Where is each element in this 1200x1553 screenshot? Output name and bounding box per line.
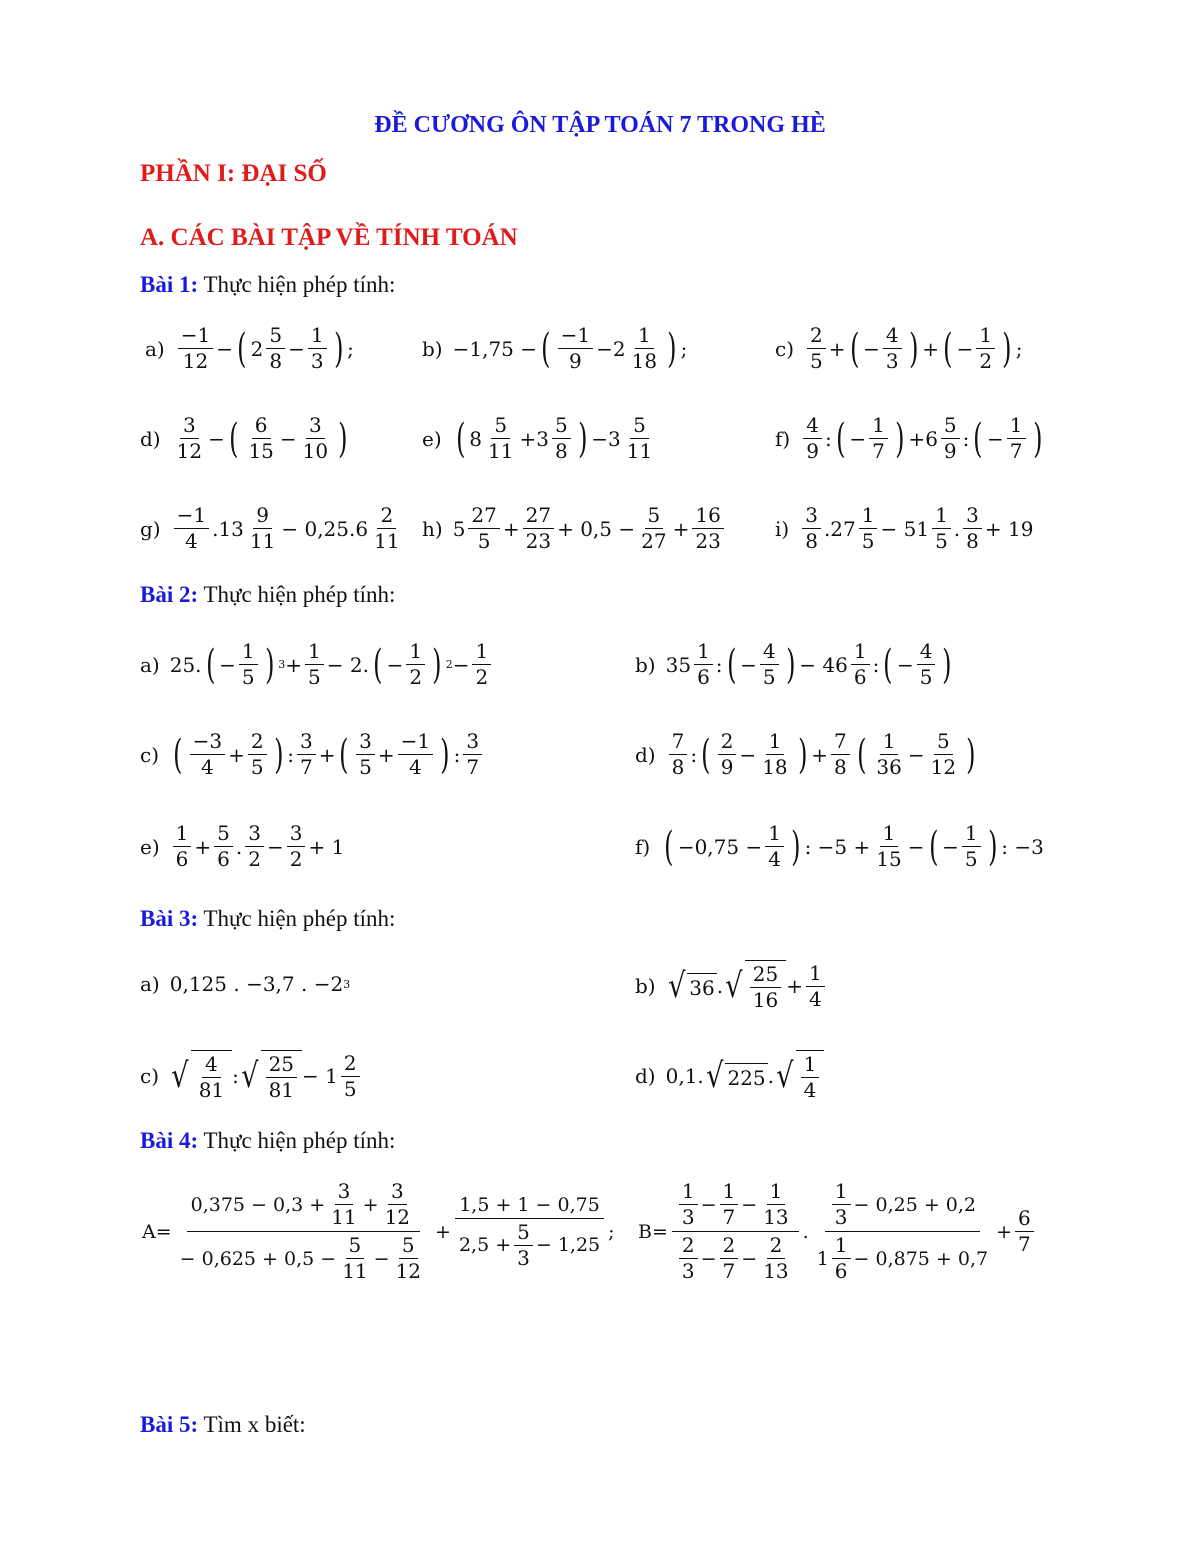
- ex1-b: b) −1,75 − ( $\frac{-1}{9}$ − 2 $\frac{1}{18}$ ) ;: [422, 323, 688, 373]
- ex3-c: c) √ $\frac{4}{81}$ : √ $\frac{25}{81}$ − 1 $\frac{2}{5}$: [140, 1050, 363, 1102]
- ex1-c: c) $\frac{2}{5}$ + ( − $\frac{4}{3}$ ) + ( − $\frac{1}{2}$ ) ;: [775, 323, 1023, 373]
- ex4-B: B = $\frac{1}{3}$ − $\frac{1}{7}$ − $\frac{1}{13}$ $\frac{2}{3}$ − $\frac{2}{7}$ − $\frac{2}{13}$ . $\frac{1}{3}$ − 0,25 + 0,2 1 $\frac{1}{6}$ − 0,875 + 0,7 + $\frac{6}{7}$: [638, 1180, 1037, 1283]
- exercise-5-heading: [140, 1412, 306, 1438]
- exercise-label: Bài 1:: [140, 272, 199, 297]
- ex1-a: a) $\frac{-1}{12}$ − ( 2 $\frac{5}{8}$ − $\frac{1}{3}$ ) ;: [145, 323, 354, 373]
- ex4-A: A = 0,375 − 0,3 + $\frac{3}{11}$ + $\frac{3}{12}$ − 0,625 + 0,5 − $\frac{5}{11}$ − $\frac{5}{12}$ + 1,5 + 1 − 0,75 2,5 + $\frac{5}{3}$ − 1,25 ;: [142, 1179, 615, 1283]
- ex1-e: e) ( 8 $\frac{5}{11}$ + 3 $\frac{5}{8}$ ) − 3 $\frac{5}{11}$: [422, 413, 653, 463]
- ex1-i: i) $\frac{3}{8}$ .27 $\frac{1}{5}$ − 51 $\frac{1}{5}$ . $\frac{3}{8}$ + 19: [775, 503, 1034, 553]
- ex1-f: f) $\frac{4}{9}$ : ( − $\frac{1}{7}$ ) + 6 $\frac{5}{9}$ : ( − $\frac{1}{7}$ ): [775, 413, 1043, 463]
- exercise-4-heading: [140, 1128, 395, 1154]
- ex2-b: b) 35 $\frac{1}{6}$ : ( − $\frac{4}{5}$ ) − 46 $\frac{1}{6}$ : ( − $\frac{4}{5}$ ): [635, 639, 952, 689]
- exercise-3-heading: [140, 906, 395, 932]
- ex1-h: h) 5 $\frac{27}{5}$ + $\frac{27}{23}$ + 0,5 − $\frac{5}{27}$ + $\frac{16}{23}$: [422, 504, 727, 553]
- ex2-d: d) $\frac{7}{8}$ : ( $\frac{2}{9}$ − $\frac{1}{18}$ ) + $\frac{7}{8}$ ( $\frac{1}{36}$ − $\frac{5}{12}$ ): [635, 729, 976, 779]
- exercise-2-heading: [140, 582, 395, 608]
- exercise-text: Thực hiện phép tính:: [203, 1128, 396, 1153]
- ex2-a: a) 25. ( − $\frac{1}{5}$ ) 3 + $\frac{1}{5}$ − 2. ( − $\frac{1}{2}$ ) 2 − $\frac{1}{2}$: [140, 640, 494, 689]
- ex1-g: g) $\frac{-1}{4}$ .13 $\frac{9}{11}$ − 0,25.6 $\frac{2}{11}$: [140, 503, 400, 553]
- ex3-b: b) √ 36 . √ $\frac{25}{16}$ + $\frac{1}{4}$: [635, 960, 828, 1012]
- page-title: ĐỀ CƯƠNG ÔN TẬP TOÁN 7 TRONG HÈ: [374, 112, 826, 138]
- exercise-text: Thực hiện phép tính:: [203, 272, 396, 297]
- exercise-text: Thực hiện phép tính:: [203, 906, 396, 931]
- exercise-1-heading: [140, 272, 395, 298]
- exercise-text: Tìm x biết:: [203, 1412, 306, 1437]
- exercise-label: Bài 2:: [140, 582, 199, 607]
- exercise-label: Bài 4:: [140, 1128, 199, 1153]
- ex2-e: e) $\frac{1}{6}$ + $\frac{5}{6}$ . $\frac{3}{2}$ − $\frac{3}{2}$ + 1: [140, 821, 345, 871]
- exercise-label: Bài 3:: [140, 906, 199, 931]
- ex2-f: f) ( −0,75 − $\frac{1}{4}$ ) : −5 + $\frac{1}{15}$ − ( − $\frac{1}{5}$ ) : −3: [635, 821, 1044, 871]
- exercise-text: Thực hiện phép tính:: [203, 582, 396, 607]
- ex1-d: d) $\frac{3}{12}$ − ( $\frac{6}{15}$ − $\frac{3}{10}$ ): [140, 413, 348, 463]
- ex3-d: d) 0,1. √ 225 . √ $\frac{1}{4}$: [635, 1050, 824, 1102]
- section-heading: A. CÁC BÀI TẬP VỀ TÍNH TOÁN: [140, 224, 518, 251]
- ex2-c: c) ( $\frac{-3}{4}$ + $\frac{2}{5}$ ) : $\frac{3}{7}$ + ( $\frac{3}{5}$ + $\frac{-1}{4}$ ) : $\frac{3}{7}$: [140, 730, 485, 779]
- part-heading: PHẦN I: ĐẠI SỐ: [140, 160, 327, 187]
- exercise-label: Bài 5:: [140, 1412, 199, 1437]
- ex3-a: a) 0,125 . −3,7 . −2 3: [140, 972, 351, 996]
